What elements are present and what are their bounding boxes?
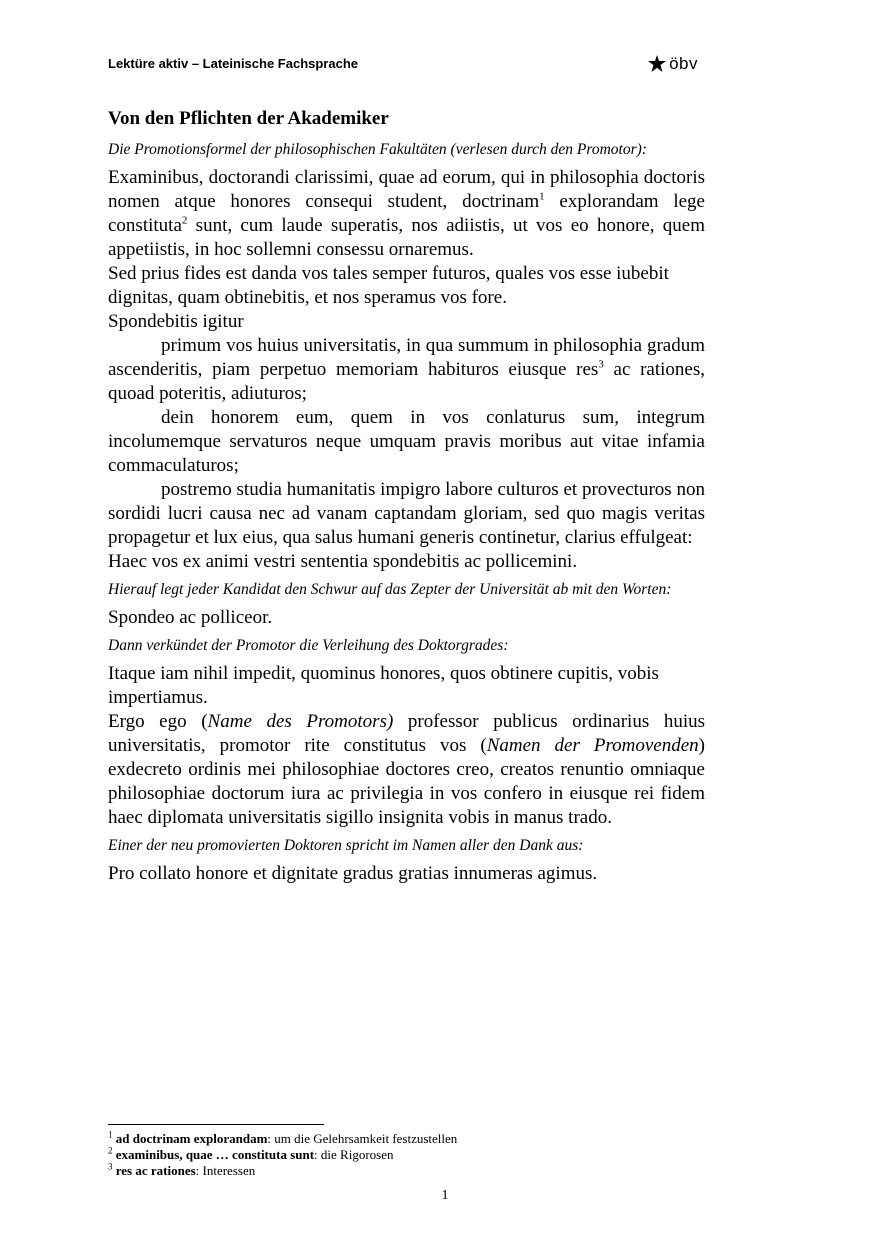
header-title: Lektüre aktiv – Lateinische Fachsprache [108, 56, 358, 71]
latin-paragraph-7: Haec vos ex animi vestri sententia spondebitis ac pollicemini. [108, 551, 578, 572]
star-icon [648, 55, 666, 73]
footnote: $^1$ ad doctrinam explorandam: um die Gelehrsamkeit festzustellen [108, 1129, 458, 1146]
latin-paragraph-5: dein honorem eum, quem in vos conlaturus sum, integrum incolumemque servaturos neque umquam pravis moribus aut vitae infamia commaculaturos; [108, 407, 705, 476]
latin-paragraph-1: Examinibus, doctorandi clarissimi, quae ad eorum, qui in philosophia doctoris nomen atque honores consequi student, doctrinam$^1$ explorandam lege constituta$^2$ sunt, cum laude superatis, nos adiistis, ut vos eo honore, quem appetiistis, in hoc sollemni consessu ornaremus. [108, 167, 705, 260]
proclamation-note: Dann verkündet der Promotor die Verleihung des Doktorgrades: [108, 637, 509, 654]
page-header [108, 54, 703, 74]
promotor-placeholder: Name des Promotors) [207, 711, 394, 732]
footnote-ref-2: 2 [181, 214, 188, 227]
footnote-divider [108, 1124, 324, 1125]
page-number: 1 [441, 1188, 449, 1203]
footnote-ref-1: 1 [539, 190, 545, 203]
latin-paragraph-2: Sed prius fides est danda vos tales semper futuros, quales vos esse iubebit dignitas, quam obtinebitis, et nos speramus vos fore. [108, 263, 669, 308]
latin-paragraph-3: Spondebitis igitur [108, 311, 244, 332]
footnote: $^3$ res ac rationes: Interessen [108, 1161, 256, 1178]
page-title: Von den Pflichten der Akademiker [108, 108, 389, 129]
publisher-logo [648, 54, 698, 74]
latin-paragraph-10: Pro collato honore et dignitate gradus gratias innumeras agimus. [108, 863, 598, 884]
latin-paragraph-6: postremo studia humanitatis impigro labore culturos et provecturos non sordidi lucri causa nec ad vanam captandam gloriam, sed quo magis veritas propagetur et lux eius, qua salus humani generis continetur, clarius effulgeat: [108, 479, 705, 548]
latin-paragraph-4: primum vos huius universitatis, in qua summum in philosophia gradum ascenderitis, piam perpetuo memoriam habituros eiusque res$^3$ ac rationes, quoad poteritis, adiuturos; [108, 335, 705, 404]
oath-text: Spondeo ac polliceor. [108, 607, 273, 628]
footnote-ref-3: 3 [598, 358, 604, 371]
latin-paragraph-9: Ergo ego (Name des Promotors) professor publicus ordinarius huius universitatis, promotor rite constitutus vos (Namen der Promovenden) exdecreto ordinis mei philosophiae doctores creo, creatos renuntio omniaque philosophiae doctorum iura ac privilegia in vos confero in eiusque rei fidem haec diplomata universitatis sigillo insignita vobis in manus trado. [108, 711, 705, 828]
footnotes [108, 1124, 708, 1179]
intro-note: Die Promotionsformel der philosophischen Fakultäten (verlesen durch den Promotor): [108, 141, 647, 158]
candidates-placeholder: Namen der Promovenden [486, 735, 699, 756]
latin-paragraph-8: Itaque iam nihil impedit, quominus honores, quos obtinere cupitis, vobis impertiamus. [108, 663, 659, 708]
oath-note: Hierauf legt jeder Kandidat den Schwur auf das Zepter der Universität ab mit den Worten: [108, 581, 672, 598]
logo-text: öbv [669, 54, 698, 73]
thanks-note: Einer der neu promovierten Doktoren spricht im Namen aller den Dank aus: [108, 837, 584, 854]
main-content [108, 108, 705, 886]
footnote: $^2$ examinibus, quae … constituta sunt: die Rigorosen [108, 1145, 394, 1162]
